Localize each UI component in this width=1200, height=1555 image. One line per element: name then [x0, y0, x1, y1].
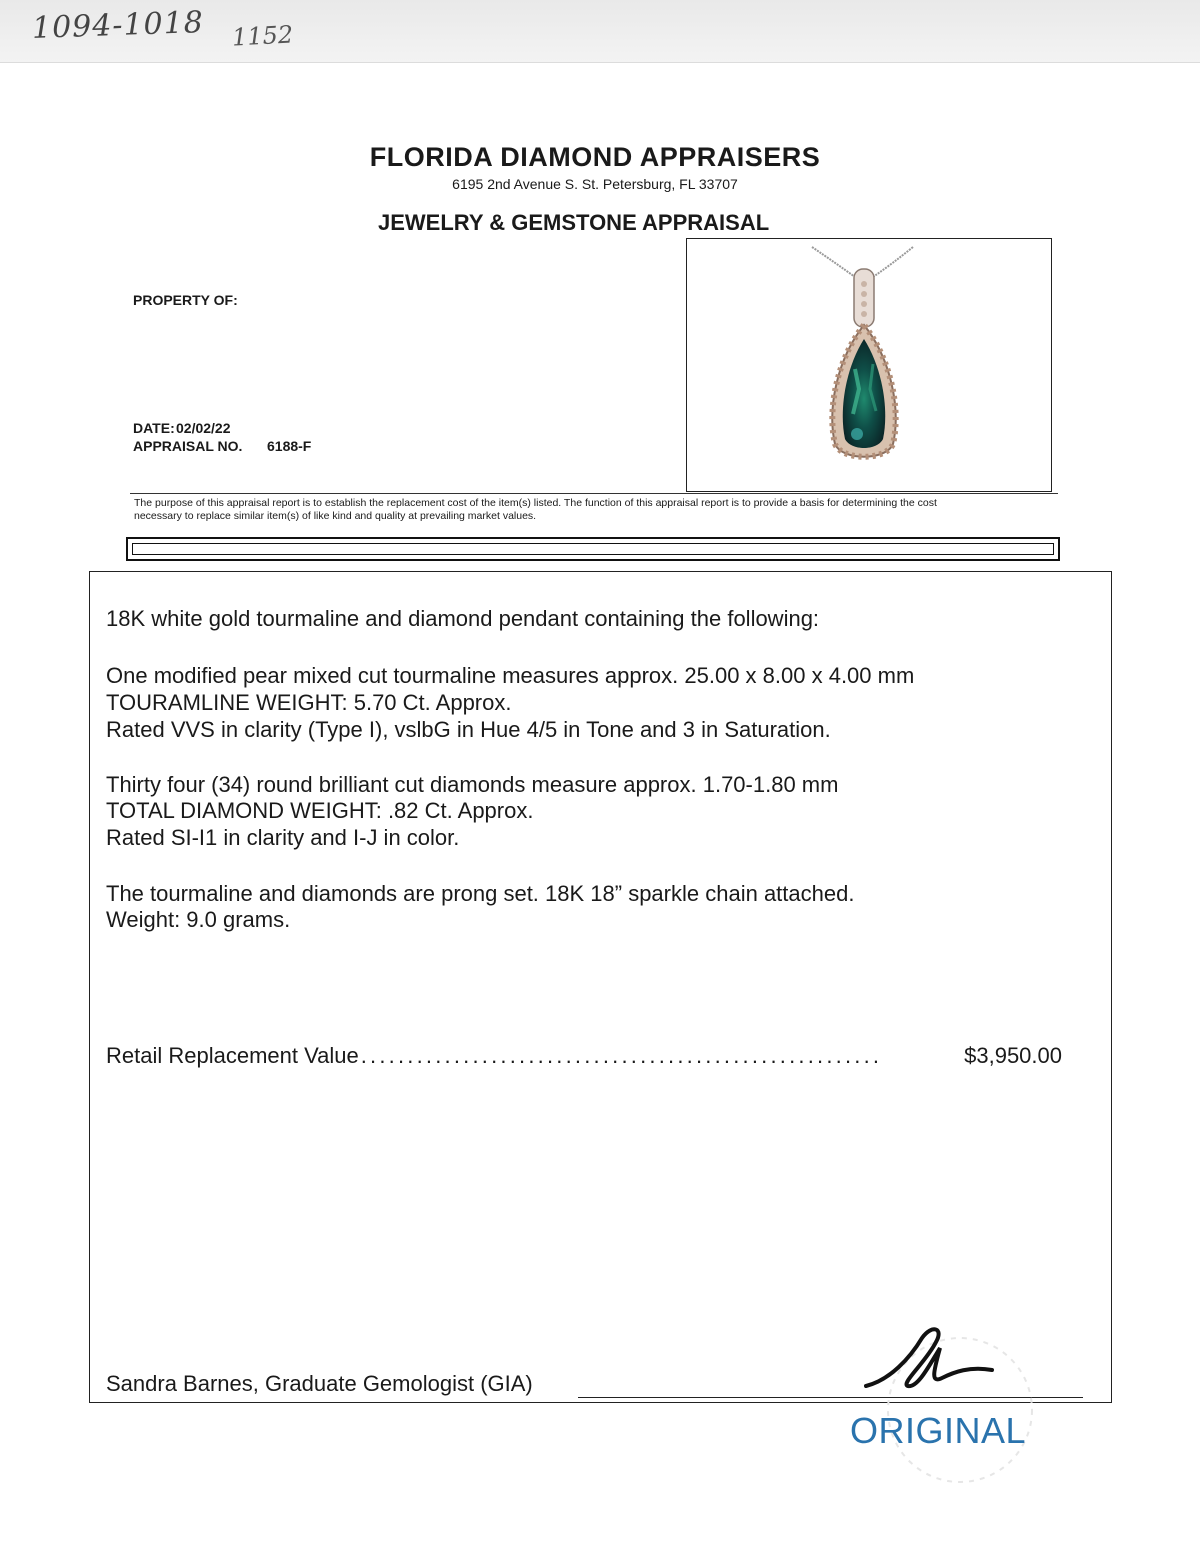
tourmaline-line-1: One modified pear mixed cut tourmaline measures approx. 25.00 x 8.00 x 4.00 mm — [106, 663, 915, 688]
tourmaline-line-3: Rated VVS in clarity (Type I), vslbG in Hue 4/5 in Tone and 3 in Saturation. — [106, 717, 831, 742]
company-name: FLORIDA DIAMOND APPRAISERS — [369, 142, 821, 172]
appraiser-name: Sandra Barnes, Graduate Gemologist (GIA) — [106, 1371, 533, 1396]
company-address: 6195 2nd Avenue S. St. Petersburg, FL 33707 — [452, 176, 738, 192]
diamond-line-3: Rated SI-I1 in clarity and I-J in color. — [106, 825, 460, 850]
double-rule-bar — [126, 537, 1060, 561]
retail-value-amount: $3,950.00 — [964, 1043, 1062, 1068]
appraisal-number: 6188-F — [267, 438, 312, 454]
retail-value-row — [106, 1043, 1062, 1069]
appraisal-number-label: APPRAISAL NO. — [133, 438, 243, 454]
tourmaline-line-2: TOURAMLINE WEIGHT: 5.70 Ct. Approx. — [106, 690, 512, 715]
purpose-statement — [134, 497, 1064, 523]
item-photo — [686, 238, 1052, 492]
purpose-line-1: The purpose of this appraisal report is to establish the replacement cost of the item(s) listed. The function of this appraisal report is to provide a basis for determining the cost — [134, 497, 937, 509]
handwritten-note: 1094-1018 — [31, 5, 205, 46]
original-stamp: ORIGINAL — [850, 1410, 1027, 1451]
retail-value-label: Retail Replacement Value — [106, 1043, 359, 1068]
property-of-label: PROPERTY OF: — [133, 292, 238, 308]
signature-mark — [860, 1318, 1000, 1398]
diamond-line-2: TOTAL DIAMOND WEIGHT: .82 Ct. Approx. — [106, 798, 534, 823]
item-intro: 18K white gold tourmaline and diamond pendant containing the following: — [106, 606, 820, 631]
diamond-line-1: Thirty four (34) round brilliant cut diamonds measure approx. 1.70-1.80 mm — [106, 772, 839, 797]
pendant-image — [687, 239, 1050, 490]
leader-dots: ........................................................ — [360, 1043, 883, 1068]
handwritten-note-number: 1152 — [231, 20, 294, 52]
setting-line-1: The tourmaline and diamonds are prong set. 18K 18” sparkle chain attached. — [106, 881, 855, 906]
setting-line-2: Weight: 9.0 grams. — [106, 907, 291, 932]
date-label: DATE: — [133, 420, 175, 436]
appraisal-date: 02/02/22 — [176, 420, 231, 436]
document-title: JEWELRY & GEMSTONE APPRAISAL — [378, 210, 770, 235]
divider — [130, 493, 1058, 494]
purpose-line-2: necessary to replace similar item(s) of like kind and quality at prevailing market values. — [134, 510, 537, 522]
